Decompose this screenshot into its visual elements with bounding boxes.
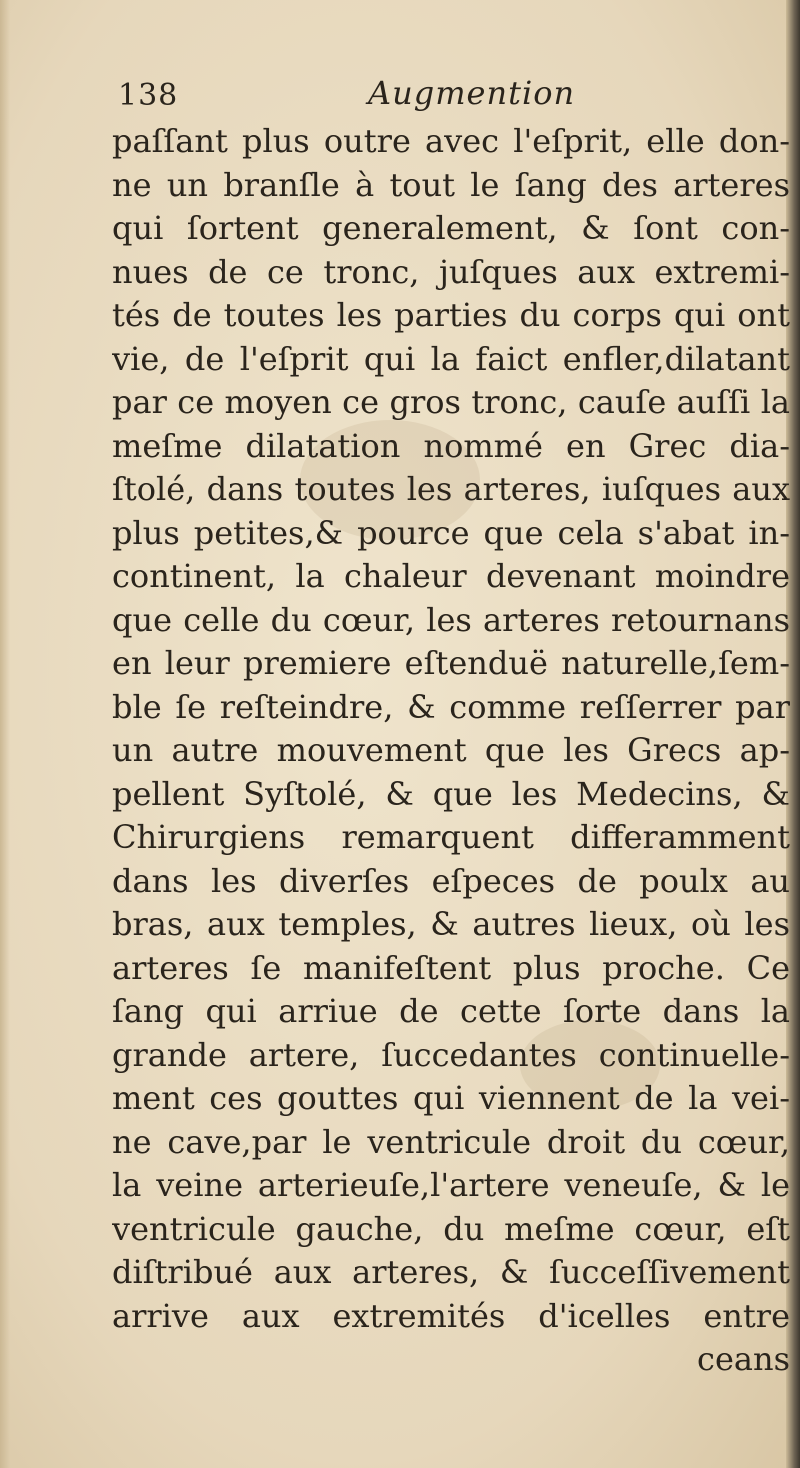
text-line: vie, de l'eſprit qui la faict enfler,dilatant: [112, 339, 790, 378]
text-line: par ce moyen ce gros tronc, cauſe auſſi la: [112, 383, 790, 421]
text-line: ne un branſle à tout le ſang des arteres: [112, 165, 790, 204]
body-text: [112, 120, 790, 1382]
text-line: arteres ſe manifeſtent plus proche. Ce: [112, 948, 790, 987]
text-line: dans les diverſes eſpeces de poulx au: [112, 861, 790, 900]
text-line: paſſant plus outre avec l'eſprit, elle don-: [112, 122, 790, 160]
text-line: nues de ce tronc, juſques aux extremi-: [112, 252, 790, 291]
text-line: Chirurgiens remarquent differamment: [112, 818, 790, 856]
text-line: ne cave,par le ventricule droit du cœur,: [112, 1122, 790, 1161]
running-head: Augmention: [368, 74, 576, 112]
text-line: continent, la chaleur devenant moindre: [112, 557, 790, 595]
text-line: bras, aux temples, & autres lieux, où les: [112, 905, 790, 943]
text-line: en leur premiere eſtenduë naturelle,ſem-: [112, 644, 790, 682]
text-line: ventricule gauche, du meſme cœur, eſt: [112, 1209, 790, 1248]
catchword: ceans: [697, 1340, 790, 1378]
text-line: ble ſe reſteindre, & comme reſſerrer par: [112, 687, 790, 726]
text-line: ment ces gouttes qui viennent de la vei-: [112, 1079, 790, 1117]
text-line: diſtribué aux arteres, & ſucceſſivement: [112, 1253, 790, 1291]
page-number: 138: [118, 78, 179, 113]
text-line: la veine arterieuſe,l'artere veneuſe, & le: [112, 1166, 790, 1204]
text-line: grande artere, ſuccedantes continuelle-: [112, 1035, 790, 1074]
text-line: un autre mouvement que les Grecs ap-: [112, 731, 790, 769]
text-line: meſme dilatation nommé en Grec dia-: [112, 426, 790, 465]
text-line: que celle du cœur, les arteres retournans: [112, 600, 790, 639]
text-line: ſtolé, dans toutes les arteres, iuſques aux: [112, 470, 790, 508]
text-line: plus petites,& pource que cela s'abat in-: [112, 513, 790, 552]
text-line: ſang qui arriue de cette ſorte dans la: [112, 992, 790, 1030]
text-line: qui ſortent generalement, & ſont con-: [112, 209, 790, 247]
text-line: arrive aux extremités d'icelles entre: [112, 1296, 790, 1335]
text-line: tés de toutes les parties du corps qui ont: [112, 296, 790, 334]
page-left-edge: [0, 0, 10, 1468]
page-header: [118, 74, 778, 118]
text-line: pellent Syſtolé, & que les Medecins, &: [112, 774, 790, 813]
